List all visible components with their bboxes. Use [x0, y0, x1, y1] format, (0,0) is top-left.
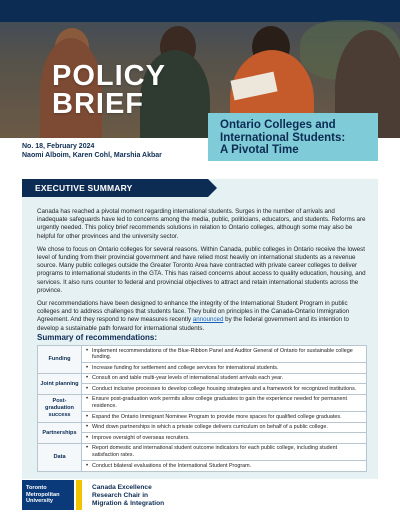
category-cell: Joint planning — [38, 373, 82, 394]
table-row — [38, 461, 367, 472]
brief-title-line: International Students: — [220, 131, 346, 144]
policy-brief-title: POLICY BRIEF — [52, 60, 166, 120]
recommendation-item: • Report domestic and international student outcome indicators for each public college, including student satisfaction rates. — [82, 443, 367, 460]
authors: Naomi Alboim, Karen Cohl, Marshia Akbar — [22, 152, 162, 159]
tmu-logo-mark-icon — [76, 480, 82, 510]
tmu-logo: Toronto Metropolitan University — [22, 480, 74, 510]
category-cell: Funding — [38, 346, 82, 374]
table-row — [38, 384, 367, 395]
table-row — [38, 412, 367, 423]
brief-title-card — [208, 113, 378, 161]
category-cell: Partnerships — [38, 422, 82, 443]
table-row — [38, 373, 367, 384]
executive-summary-body — [37, 208, 367, 338]
recommendation-item: • Expand the Ontario Immigrant Nominee Program to provide more spaces for qualified college graduates. — [82, 412, 367, 423]
summary-paragraph: Canada has reached a pivotal moment regarding international students. Surges in the number of arrivals and inadequate safeguards have led to concerns among the media, public, politicians, educators, and students. Reforms are urgently needed. This policy brief recommends solutions in relation to Ontario colleges, although some may also be helpful for other provinces and the university sector. — [37, 208, 366, 240]
table-row — [38, 422, 367, 433]
executive-summary-heading: EXECUTIVE SUMMARY — [22, 179, 208, 197]
brief-title-line: Ontario Colleges and — [220, 119, 336, 131]
recommendation-item: • Implement recommendations of the Blue-Ribbon Panel and Auditor General of Ontario for sustainable college funding. — [82, 346, 367, 363]
recommendation-item: • Increase funding for settlement and college services for international students. — [82, 363, 367, 374]
table-row — [38, 433, 367, 444]
table-row — [38, 363, 367, 374]
summary-of-recommendations-heading: Summary of recommendations: — [37, 333, 158, 342]
announced-link[interactable]: announced — [192, 316, 224, 324]
recommendation-item: • Consult on and table multi-year levels of international student arrivals each year. — [82, 373, 367, 384]
hero-top-bar — [0, 0, 400, 22]
recommendation-item: • Conduct inclusive processes to develop college housing strategies and a framework for recognized institutions. — [82, 384, 367, 395]
recommendation-item: • Conduct bilateral evaluations of the International Student Program. — [82, 461, 367, 472]
category-cell: Post-graduation success — [38, 394, 82, 422]
brief-title-line: A Pivotal Time — [220, 144, 299, 156]
brief-meta — [22, 142, 212, 160]
recommendation-item: • Ensure post-graduation work permits allow college graduates to gain the experience needed for permanent residence. — [82, 394, 367, 411]
table-row — [38, 346, 367, 363]
recommendations-table — [37, 345, 367, 472]
table-row — [38, 394, 367, 411]
summary-paragraph: Our recommendations have been designed to enhance the integrity of the International Student Program in public colleges and to address challenges that students face. They build on principles in the Canada-Ontario Immigration Agreement. And they respond to new measures recently announced by the federal government and its intention to develop a sustainable path forward for international students. — [37, 300, 350, 332]
table-row — [38, 443, 367, 460]
recommendation-item: • Improve oversight of overseas recruiters. — [82, 433, 367, 444]
category-cell: Data — [38, 443, 82, 471]
recommendation-item: • Wind down partnerships in which a private college delivers curriculum on behalf of a public college. — [82, 422, 367, 433]
research-chair-name: Canada Excellence Research Chair in Migration & Integration — [92, 484, 165, 507]
issue-date: No. 18, February 2024 — [22, 143, 95, 150]
summary-paragraph: We chose to focus on Ontario colleges for several reasons. Within Canada, public colleges in Ontario receive the lowest level of funding from their provincial government and have relied most heavily on international students as a revenue source. Many public colleges outside the Greater Toronto Area have contracted with private career colleges to deliver programs to international students in the GTA. This has raised concerns about access to quality education, housing, and services. It also runs counter to federal and provincial objectives to attract and retain international students across the province. — [37, 245, 366, 294]
